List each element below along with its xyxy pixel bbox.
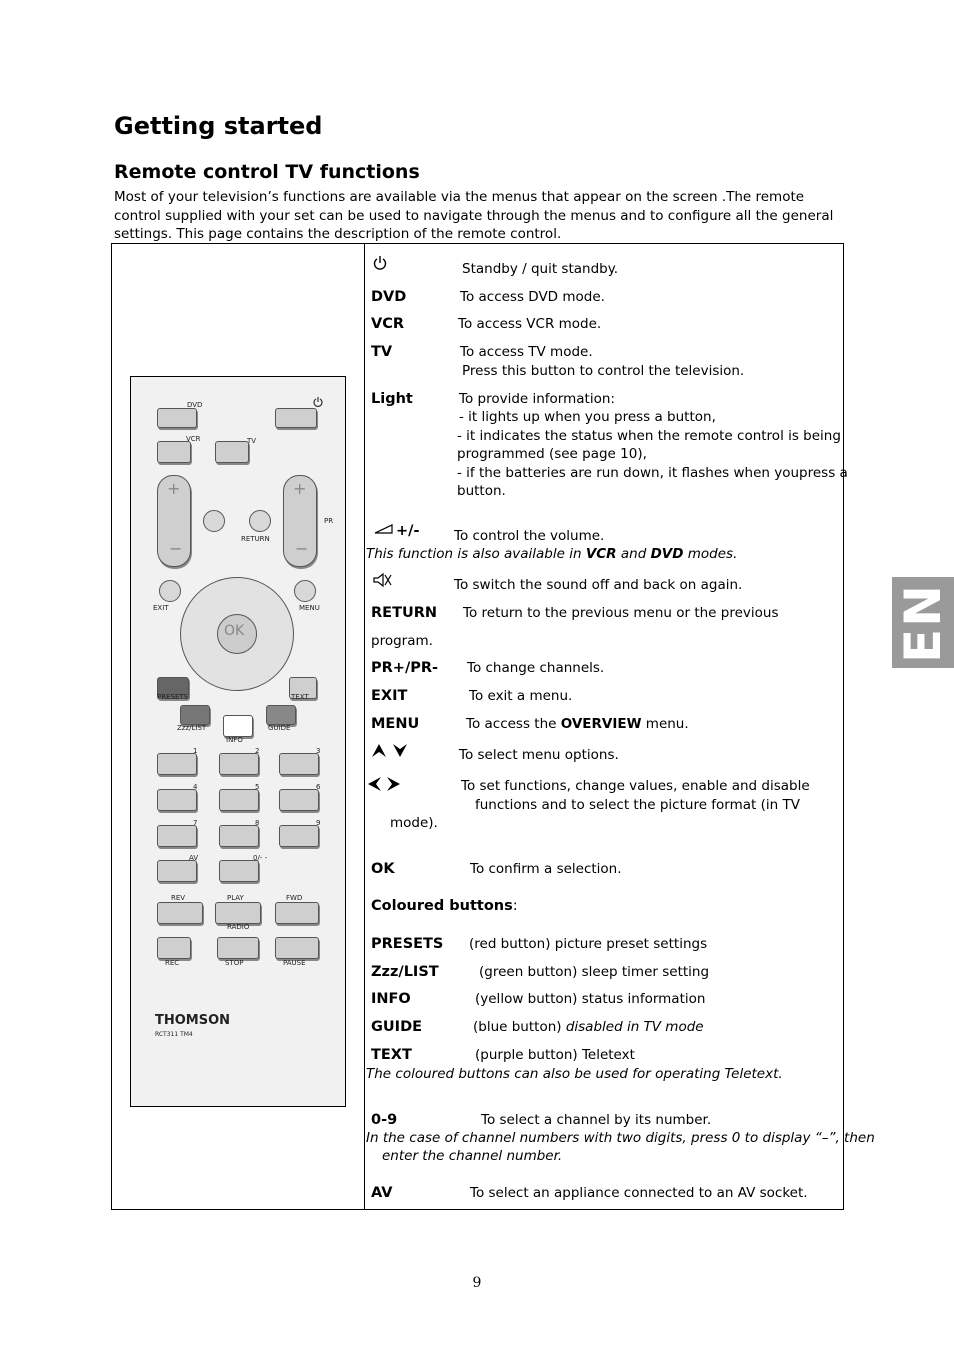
pr-label: PR bbox=[324, 517, 334, 525]
guide-key: GUIDE bbox=[371, 1019, 423, 1035]
return-button bbox=[249, 510, 271, 532]
digit-8-button bbox=[219, 825, 259, 847]
table-divider bbox=[364, 243, 365, 1209]
vcr-key: VCR bbox=[371, 316, 405, 332]
tv-label: TV bbox=[247, 437, 257, 445]
volume-icon bbox=[374, 523, 394, 535]
zzz-button bbox=[180, 705, 210, 725]
menu-key: MENU bbox=[371, 716, 420, 732]
tv-desc-1: To access TV mode. bbox=[460, 344, 593, 360]
mute-desc: To switch the sound off and back on again. bbox=[454, 577, 743, 593]
zzz-label: Zzz/LIST bbox=[177, 724, 207, 732]
exit-key: EXIT bbox=[371, 688, 408, 704]
text-desc: (purple button) Teletext bbox=[475, 1047, 635, 1063]
dvd-button bbox=[157, 408, 197, 428]
vol-plus: + bbox=[167, 479, 181, 498]
digit-7-button bbox=[157, 825, 197, 847]
digit-1-button bbox=[157, 753, 197, 775]
standby-desc: Standby / quit standby. bbox=[462, 261, 619, 277]
digit-4-label: 4 bbox=[193, 783, 198, 791]
light-desc-1: To provide information: bbox=[459, 391, 615, 407]
vcr-desc: To access VCR mode. bbox=[458, 316, 602, 332]
pr-minus: − bbox=[295, 539, 309, 558]
light-desc-4: programmed (see page 10), bbox=[457, 446, 647, 462]
guide-desc: (blue button) disabled in TV mode bbox=[473, 1019, 704, 1035]
menu-button bbox=[294, 580, 316, 602]
return-label: RETURN bbox=[241, 535, 270, 543]
vol-minus: − bbox=[169, 539, 183, 558]
menu-desc: To access the OVERVIEW menu. bbox=[466, 716, 689, 732]
zzz-desc: (green button) sleep timer setting bbox=[479, 964, 710, 980]
return-desc-2: program. bbox=[371, 633, 433, 649]
presets-key: PRESETS bbox=[371, 936, 444, 952]
guide-label: GUIDE bbox=[268, 724, 291, 732]
fwd-label: FWD bbox=[286, 894, 303, 902]
leftright-desc-3: mode). bbox=[390, 815, 438, 831]
digit-3-button bbox=[279, 753, 319, 775]
leftright-desc-2: functions and to select the picture format (in TV bbox=[475, 797, 800, 813]
digit-9-button bbox=[279, 825, 319, 847]
light-desc-2: - it lights up when you press a button, bbox=[459, 409, 716, 425]
mute-icon bbox=[372, 573, 392, 587]
info-label: INFO bbox=[226, 736, 243, 744]
brand-logo: THOMSON bbox=[155, 1013, 231, 1028]
pr-key: PR+/PR- bbox=[371, 660, 439, 676]
language-tab bbox=[892, 577, 954, 668]
play-button bbox=[215, 902, 261, 924]
digits-note-1: In the case of channel numbers with two digits, press 0 to display “–”, then bbox=[366, 1130, 875, 1146]
record-button bbox=[157, 937, 191, 959]
page-number: 9 bbox=[472, 1275, 482, 1291]
vcr-button bbox=[157, 441, 191, 463]
tv-button bbox=[215, 441, 249, 463]
digit-0-button bbox=[219, 860, 259, 882]
power-icon bbox=[312, 396, 324, 408]
coloured-heading: Coloured buttons: bbox=[371, 898, 518, 914]
tv-key: TV bbox=[371, 344, 393, 360]
digit-5-label: 5 bbox=[255, 783, 260, 791]
ok-key: OK bbox=[371, 861, 395, 877]
digits-desc: To select a channel by its number. bbox=[481, 1112, 712, 1128]
stop-button bbox=[217, 937, 259, 959]
light-desc-3: - it indicates the status when the remote control is being bbox=[457, 428, 841, 444]
digit-2-button bbox=[219, 753, 259, 775]
pr-desc: To change channels. bbox=[467, 660, 605, 676]
rev-label: REV bbox=[171, 894, 186, 902]
digit-2-label: 2 bbox=[255, 747, 260, 755]
mute-button bbox=[203, 510, 225, 532]
up-down-arrows-icon bbox=[371, 743, 409, 758]
digits-note-2: enter the channel number. bbox=[382, 1148, 563, 1164]
dvd-desc: To access DVD mode. bbox=[460, 289, 605, 305]
info-button bbox=[223, 715, 253, 737]
volume-note: This function is also available in VCR and DVD modes. bbox=[366, 546, 738, 562]
digit-6-label: 6 bbox=[316, 783, 321, 791]
exit-button bbox=[159, 580, 181, 602]
remote-illustration bbox=[130, 376, 346, 1107]
av-label: AV bbox=[189, 854, 199, 862]
digit-0-label: 0/- - bbox=[253, 854, 268, 862]
pr-plus: + bbox=[293, 479, 307, 498]
text-key: TEXT bbox=[371, 1047, 412, 1063]
light-key: Light bbox=[371, 391, 413, 407]
page-title: Getting started bbox=[114, 112, 323, 140]
stop-label: STOP bbox=[225, 959, 244, 967]
standby-button bbox=[275, 408, 317, 428]
av-desc: To select an appliance connected to an AV socket. bbox=[470, 1185, 808, 1201]
rec-label: REC bbox=[165, 959, 180, 967]
light-desc-6: button. bbox=[457, 483, 506, 499]
digit-8-label: 8 bbox=[255, 819, 260, 827]
digit-4-button bbox=[157, 789, 197, 811]
light-desc-5: - if the batteries are run down, it flashes when youpress a bbox=[457, 465, 848, 481]
left-right-arrows-icon bbox=[367, 776, 401, 792]
pause-label: PAUSE bbox=[283, 959, 306, 967]
av-key: AV bbox=[371, 1185, 393, 1201]
zzz-key: Zzz/LIST bbox=[371, 964, 439, 980]
digit-3-label: 3 bbox=[316, 747, 321, 755]
rewind-button bbox=[157, 902, 203, 924]
digit-7-label: 7 bbox=[193, 819, 198, 827]
tv-desc-2: Press this button to control the television. bbox=[462, 363, 745, 379]
return-desc-1: To return to the previous menu or the previous bbox=[463, 605, 779, 621]
coloured-note: The coloured buttons can also be used for operating Teletext. bbox=[366, 1066, 783, 1082]
forward-button bbox=[275, 902, 319, 924]
av-button bbox=[157, 860, 197, 882]
return-key: RETURN bbox=[371, 605, 438, 621]
volume-key: +/- bbox=[396, 523, 420, 539]
info-key: INFO bbox=[371, 991, 411, 1007]
digit-5-button bbox=[219, 789, 259, 811]
power-icon bbox=[372, 255, 388, 271]
intro-paragraph: Most of your television’s functions are available via the menus that appear on the screen .The remote control supplied with your set can be used to navigate through the menus and to configure all the general settings. This page contains the description of the remote control. bbox=[114, 189, 834, 242]
digit-9-label: 9 bbox=[316, 819, 321, 827]
leftright-desc-1: To set functions, change values, enable and disable bbox=[461, 778, 810, 794]
dvd-label: DVD bbox=[187, 401, 203, 409]
digit-1-label: 1 bbox=[193, 747, 198, 755]
presets-label: PRESETS bbox=[157, 693, 189, 701]
language-tab-label: EN bbox=[894, 582, 952, 663]
updown-desc: To select menu options. bbox=[459, 747, 619, 763]
volume-desc: To control the volume. bbox=[454, 528, 605, 544]
exit-desc: To exit a menu. bbox=[469, 688, 573, 704]
exit-label: EXIT bbox=[153, 604, 169, 612]
guide-button bbox=[266, 705, 296, 725]
dvd-key: DVD bbox=[371, 289, 407, 305]
section-title: Remote control TV functions bbox=[114, 161, 420, 183]
digit-6-button bbox=[279, 789, 319, 811]
ok-label: OK bbox=[224, 623, 245, 639]
model-label: RCT311 TM4 bbox=[155, 1031, 193, 1038]
radio-label: RADIO bbox=[227, 923, 250, 931]
pause-button bbox=[275, 937, 319, 959]
digits-key: 0-9 bbox=[371, 1112, 398, 1128]
presets-desc: (red button) picture preset settings bbox=[469, 936, 708, 952]
text-label: TEXT bbox=[291, 693, 309, 701]
info-desc: (yellow button) status information bbox=[475, 991, 706, 1007]
play-label: PLAY bbox=[227, 894, 244, 902]
menu-label: MENU bbox=[299, 604, 320, 612]
vcr-label: VCR bbox=[186, 435, 201, 443]
ok-desc: To confirm a selection. bbox=[470, 861, 622, 877]
